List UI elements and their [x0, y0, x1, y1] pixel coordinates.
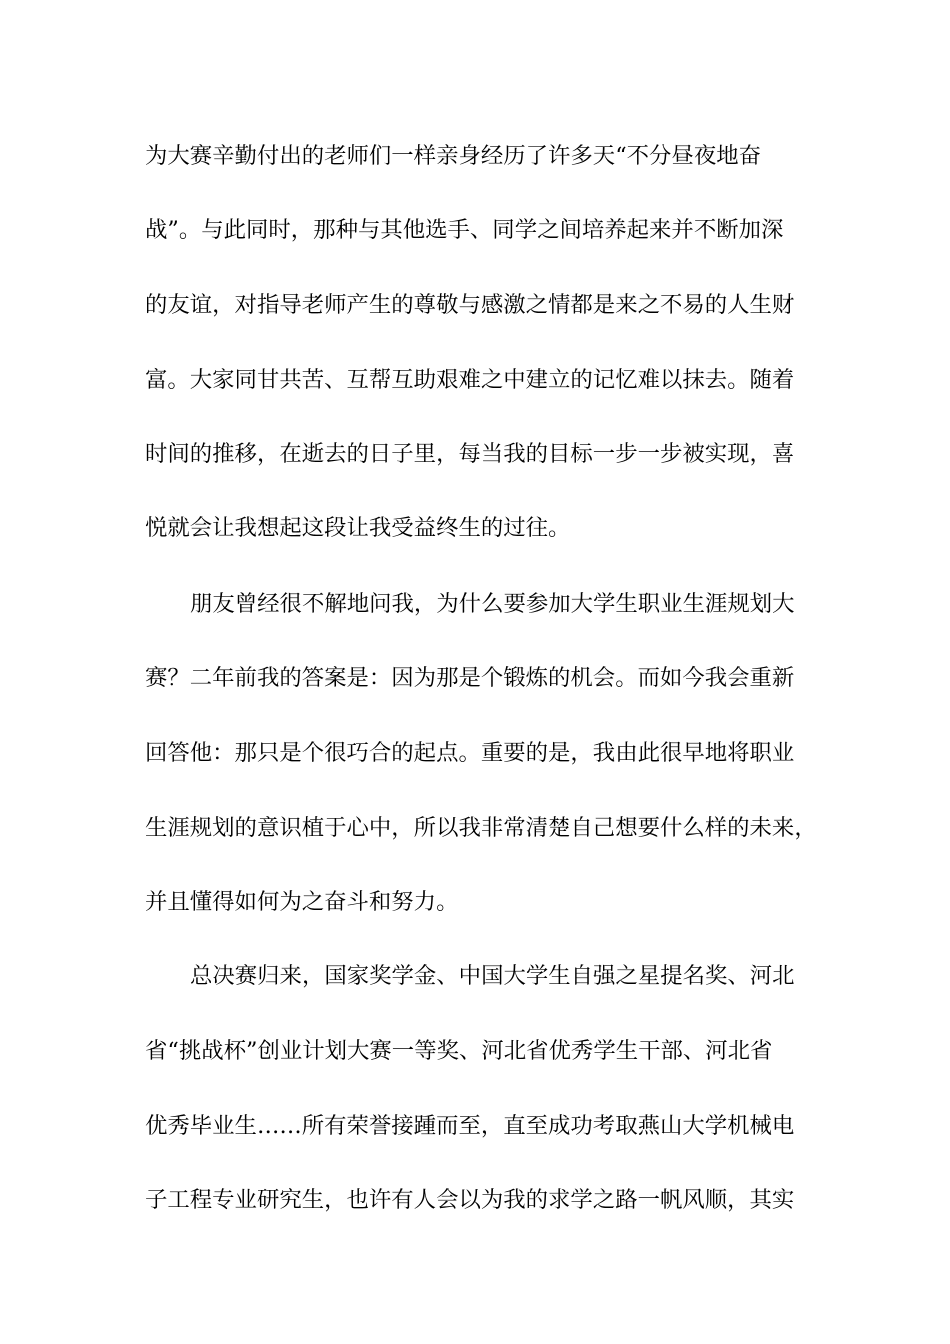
paragraph-start-line: 朋友曾经很不解地问我，为什么要参加大学生职业生涯规划大 — [190, 591, 795, 617]
text-line: 赛？二年前我的答案是：因为那是个锻炼的机会。而如今我会重新 — [145, 665, 795, 691]
text-line: 优秀毕业生……所有荣誉接踵而至，直至成功考取燕山大学机械电 — [145, 1113, 795, 1139]
paragraph-start-line: 总决赛归来，国家奖学金、中国大学生自强之星提名奖、河北 — [190, 963, 795, 989]
text-line: 富。大家同甘共苦、互帮互助艰难之中建立的记忆难以抹去。随着 — [145, 367, 795, 393]
text-line: 战”。与此同时，那种与其他选手、同学之间培养起来并不断加深 — [145, 217, 784, 243]
text-line: 子工程专业研究生，也许有人会以为我的求学之路一帆风顺，其实 — [145, 1187, 795, 1213]
text-line: 回答他：那只是个很巧合的起点。重要的是，我由此很早地将职业 — [145, 740, 795, 766]
text-line: 并且懂得如何为之奋斗和努力。 — [145, 889, 459, 915]
text-line: 时间的推移，在逝去的日子里，每当我的目标一步一步被实现，喜 — [145, 441, 795, 467]
text-line: 生涯规划的意识植于心中，所以我非常清楚自己想要什么样的未来， — [145, 815, 817, 841]
text-line: 悦就会让我想起这段让我受益终生的过往。 — [145, 515, 571, 541]
text-line: 的友谊，对指导老师产生的尊敬与感激之情都是来之不易的人生财 — [145, 292, 795, 318]
text-line: 省“挑战杯”创业计划大赛一等奖、河北省优秀学生干部、河北省 — [145, 1038, 773, 1064]
text-line: 为大赛辛勤付出的老师们一样亲身经历了许多天“不分昼夜地奋 — [145, 143, 761, 169]
